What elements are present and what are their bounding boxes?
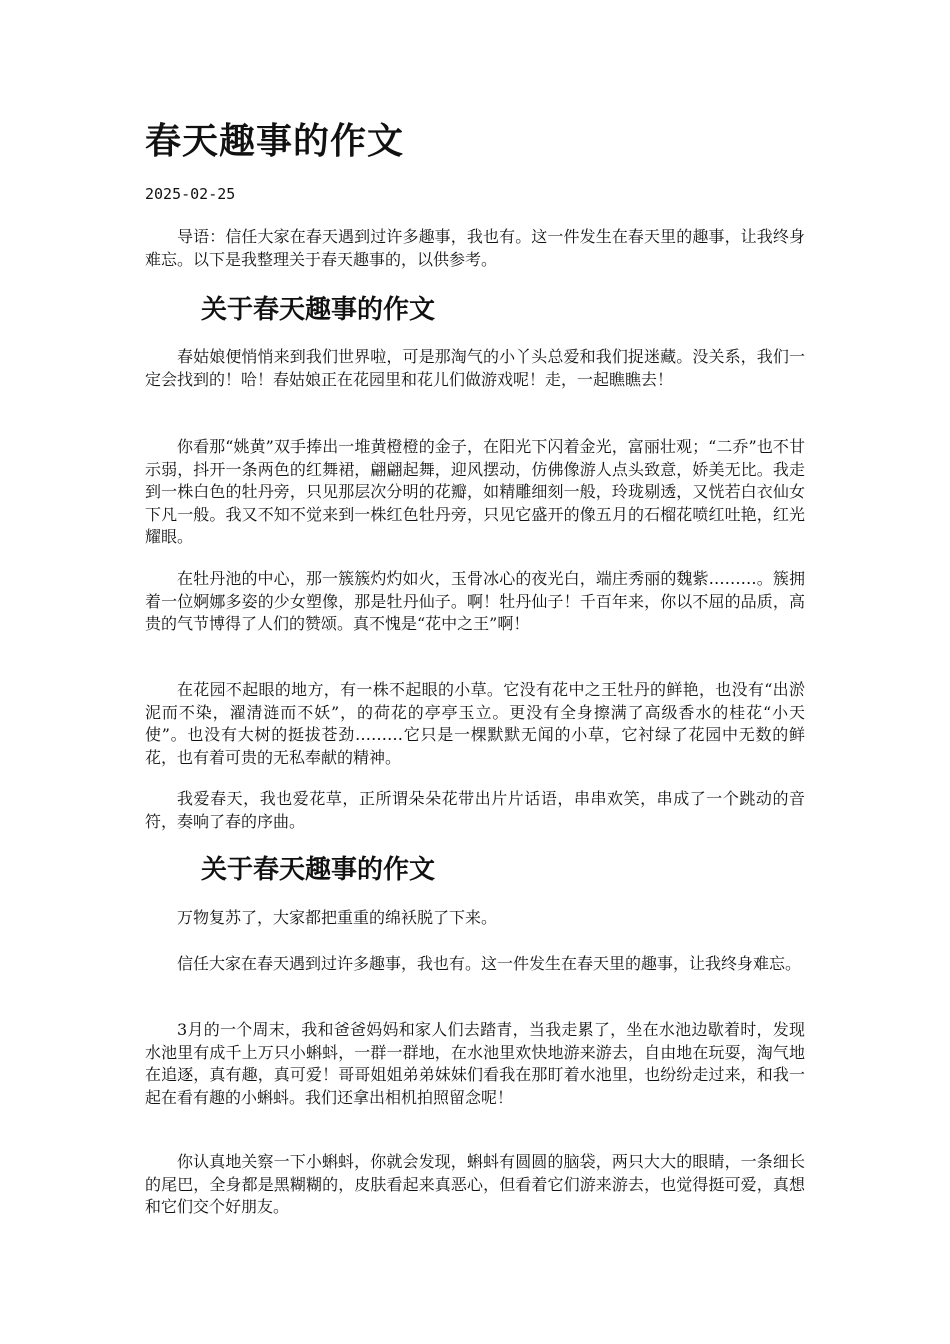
section-2-paragraph-1-block (145, 907, 805, 930)
section-1-paragraph-5-block (145, 788, 805, 833)
paragraph: 信任大家在春天遇到过许多趣事，我也有。这一件发生在春天里的趣事，让我终身难忘。 (177, 954, 802, 973)
section-2-paragraph-3-block (145, 1019, 805, 1109)
section-heading-1-block (145, 293, 805, 327)
paragraph: 在牡丹池的中心，那一簇簇灼灼如火，玉骨冰心的夜光白，端庄秀丽的魏紫………。簇拥着一位婀娜多姿的少女塑像，那是牡丹仙子。啊！牡丹仙子！千百年来，你以不屈的品质，高贵的气节博得了人们的赞颂。真不愧是“花中之王”啊！ (145, 569, 805, 633)
section-heading: 关于春天趣事的作文 (201, 855, 436, 885)
article-title: 春天趣事的作文 (145, 120, 405, 162)
paragraph: 在花园不起眼的地方，有一株不起眼的小草。它没有花中之王牡丹的鲜艳，也没有“出淤泥而不染，濯清涟而不妖”，的荷花的亭亭玉立。更没有全身擦满了高级香水的桂花“小天使”。也没有大树的挺拔苍劲………它只是一棵默默无闻的小草，它衬绿了花园中无数的鲜花，也有着可贵的无私奉献的精神。 (145, 680, 805, 767)
paragraph: 3月的一个周末，我和爸爸妈妈和家人们去踏青，当我走累了，坐在水池边歇着时，发现水池里有成千上万只小蝌蚪，一群一群地，在水池里欢快地游来游去，自由地在玩耍，淘气地在追逐，真有趣，真可爱！哥哥姐姐弟弟妹妹们看我在那盯着水池里，也纷纷走过来，和我一起在看有趣的小蝌蚪。我们还拿出相机拍照留念呢！ (145, 1020, 805, 1107)
section-1-paragraph-1-block (145, 346, 805, 391)
section-heading: 关于春天趣事的作文 (201, 295, 436, 325)
intro-paragraph: 导语：信任大家在春天遇到过许多趣事，我也有。这一件发生在春天里的趣事，让我终身难忘。以下是我整理关于春天趣事的，以供参考。 (145, 227, 805, 269)
section-1-paragraph-2-block (145, 436, 805, 549)
section-2-paragraph-2-block (145, 953, 805, 976)
paragraph: 你看那“姚黄”双手捧出一堆黄橙橙的金子，在阳光下闪着金光，富丽壮观；“二乔”也不甘示弱，抖开一条两色的红舞裙，翩翩起舞，迎风摆动，仿佛像游人点头致意，娇美无比。我走到一株白色的牡丹旁，只见那层次分明的花瓣，如精雕细刻一般，玲珑剔透，又恍若白衣仙女下凡一般。我又不知不觉来到一株红色牡丹旁，只见它盛开的像五月的石榴花喷红吐艳，红光耀眼。 (145, 437, 805, 546)
section-1-paragraph-3-block (145, 568, 805, 636)
section-2-paragraph-4-block (145, 1151, 805, 1219)
paragraph: 我爱春天，我也爱花草，正所谓朵朵花带出片片话语，串串欢笑，串成了一个跳动的音符，奏响了春的序曲。 (145, 789, 805, 831)
paragraph: 万物复苏了，大家都把重重的绵袄脱了下来。 (177, 908, 498, 927)
paragraph: 你认真地关察一下小蝌蚪，你就会发现，蝌蚪有圆圆的脑袋，两只大大的眼睛，一条细长的尾巴，全身都是黑糊糊的，皮肤看起来真恶心，但看着它们游来游去，也觉得挺可爱，真想和它们交个好朋友。 (145, 1152, 805, 1216)
section-1-paragraph-4-block (145, 679, 805, 769)
section-heading-2-block (145, 853, 805, 887)
paragraph: 春姑娘便悄悄来到我们世界啦，可是那淘气的小丫头总爱和我们捉迷藏。没关系，我们一定会找到的！哈！春姑娘正在花园里和花儿们做游戏呢！走，一起瞧瞧去！ (145, 347, 805, 389)
intro-block (145, 226, 805, 271)
publish-date: 2025-02-25 (145, 185, 236, 203)
